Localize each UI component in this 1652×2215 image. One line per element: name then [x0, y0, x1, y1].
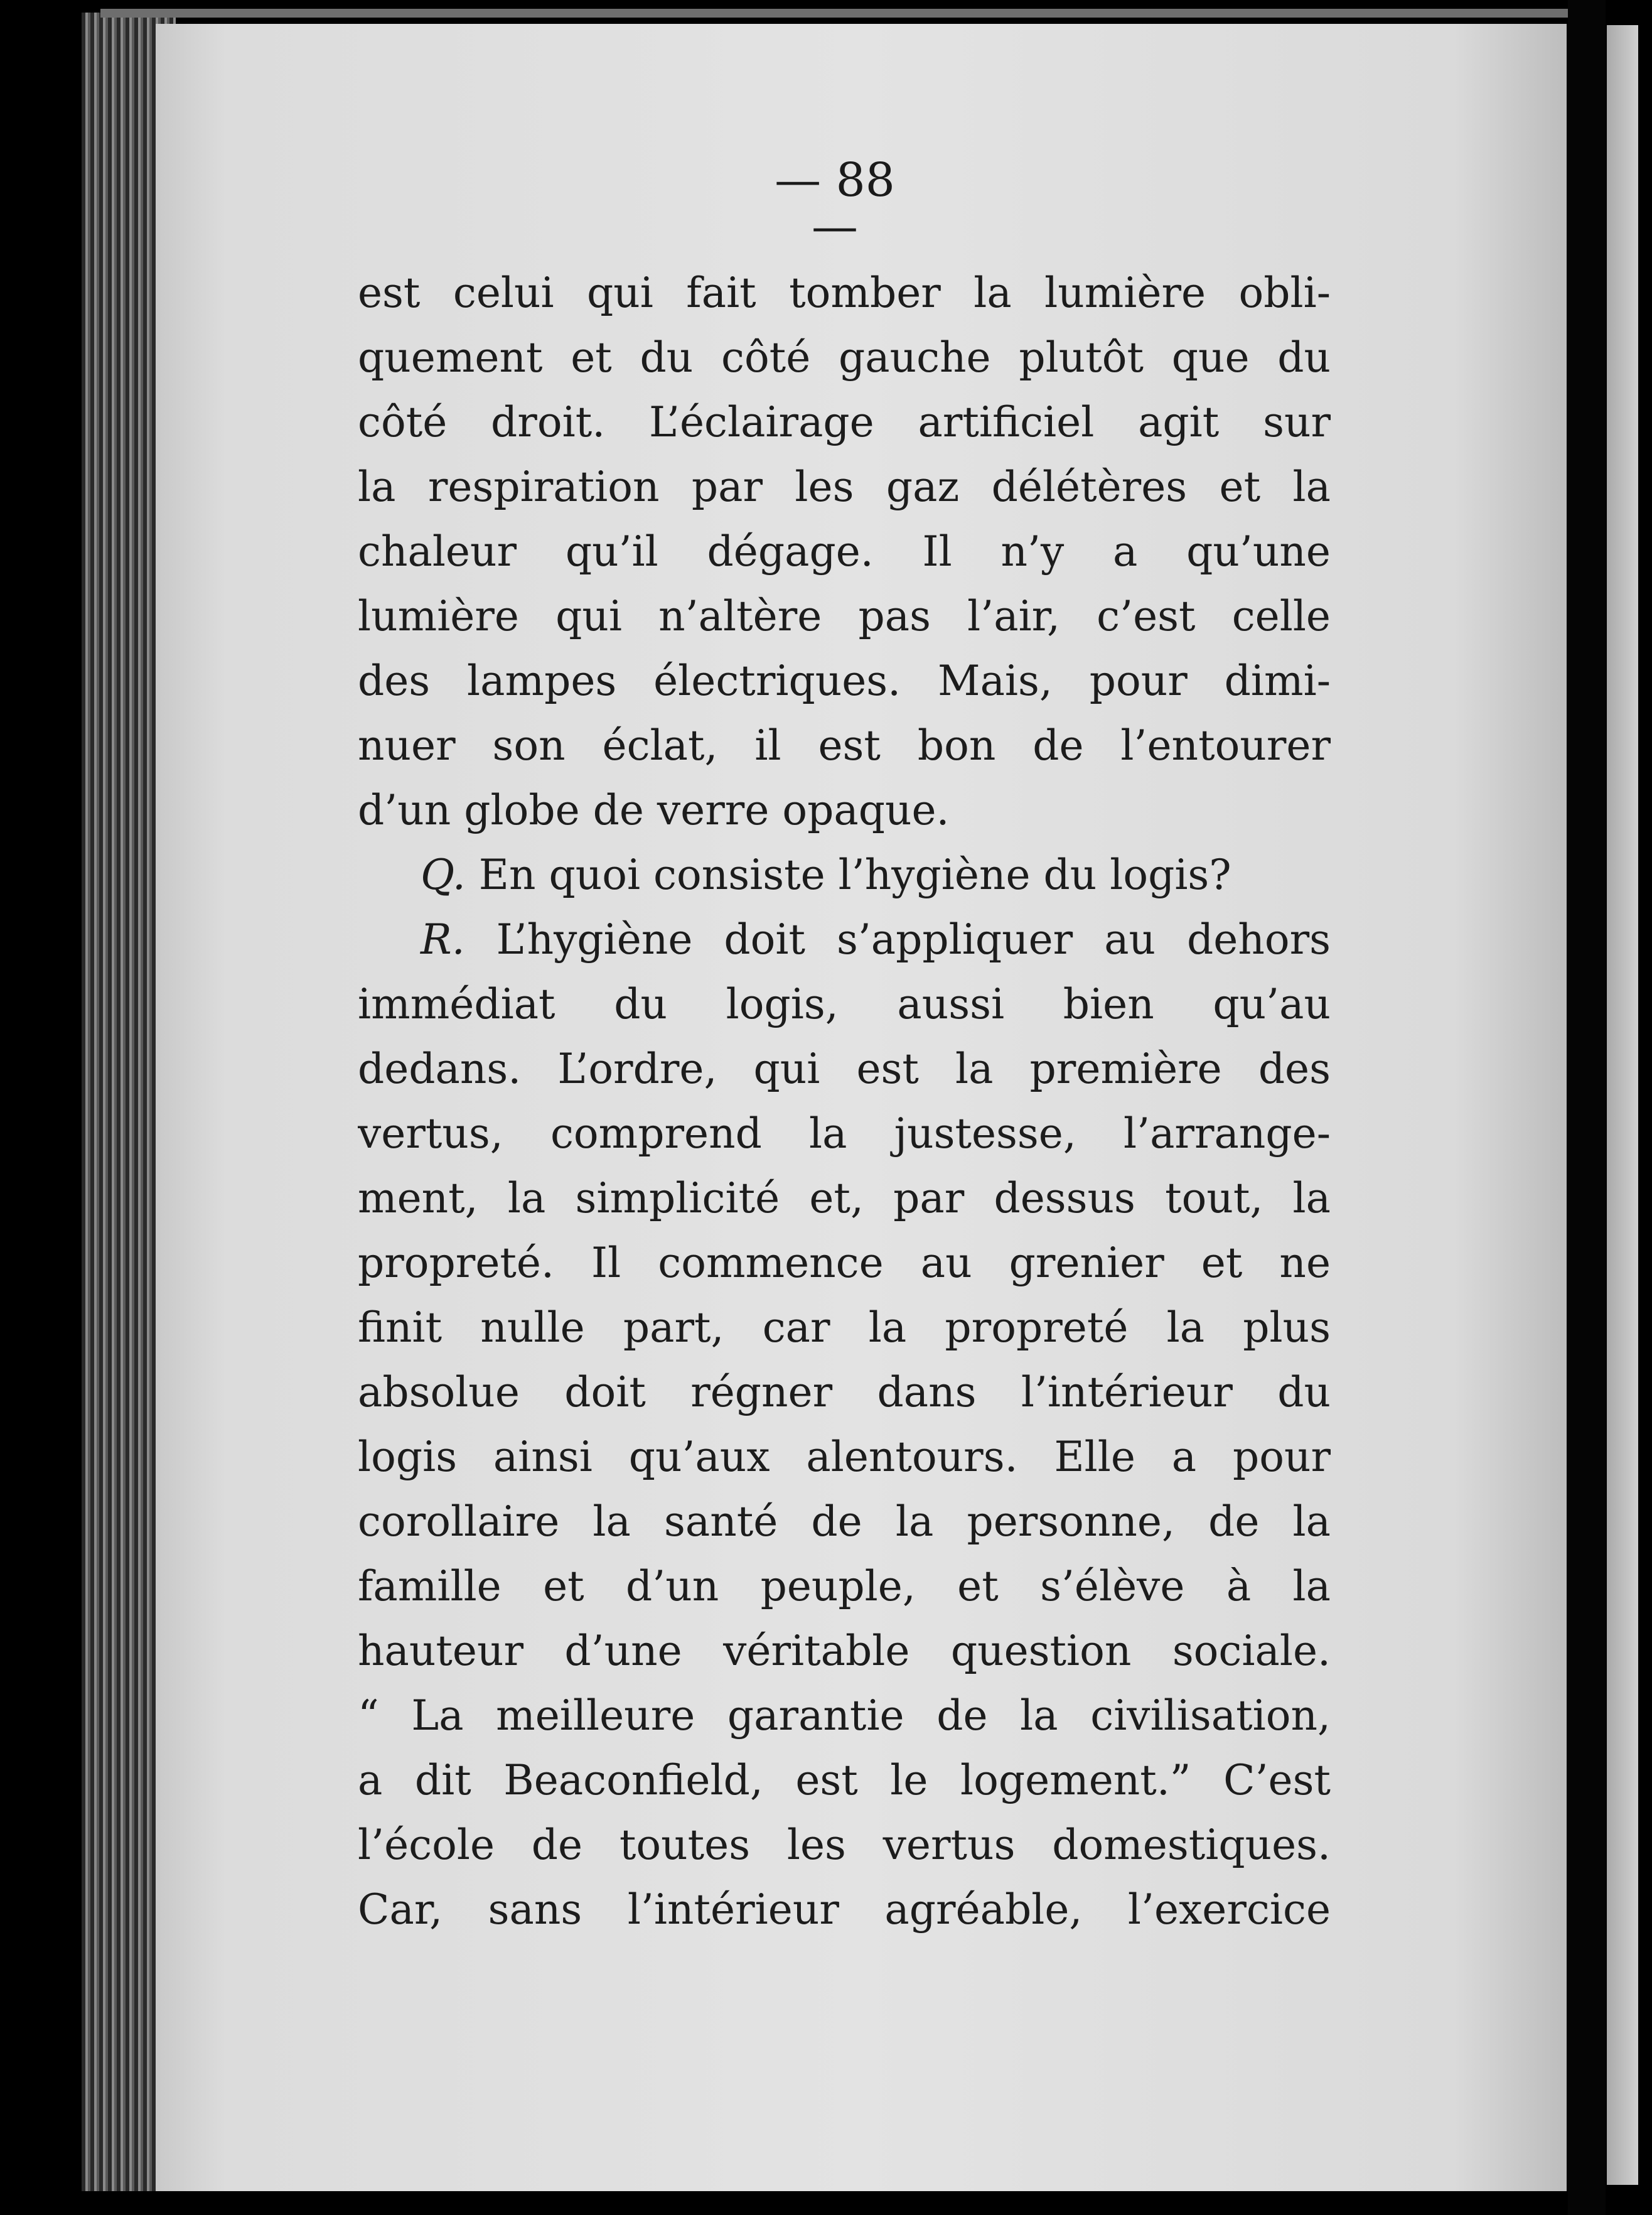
body-text — [358, 261, 1331, 1942]
text-line: d’un globe de verre opaque. — [358, 786, 950, 834]
text-line: a dit Beaconfield, est le logement.” C’est — [358, 1756, 1331, 1804]
answer-line — [358, 907, 1331, 972]
text-line: finit nulle part, car la propreté la plus — [358, 1303, 1331, 1352]
question-label: Q. — [421, 851, 466, 899]
text-line: lumière qui n’altère pas l’air, c’est celle — [358, 592, 1331, 640]
text-line: Car, sans l’intérieur agréable, l’exercice — [358, 1885, 1331, 1934]
text-line: est celui qui fait tomber la lumière obli- — [358, 269, 1331, 317]
text-line: logis ainsi qu’aux alentours. Elle a pour — [358, 1433, 1331, 1481]
text-line: famille et d’un peuple, et s’élève à la — [358, 1562, 1331, 1610]
answer-first-line: L’hygiène doit s’appliquer au dehors — [496, 915, 1331, 964]
text-line: vertus, comprend la justesse, l’arrange- — [358, 1109, 1331, 1158]
question-text: En quoi consiste l’hygiène du logis? — [478, 851, 1231, 899]
text-line: chaleur qu’il dégage. Il n’y a qu’une — [358, 527, 1331, 576]
text-line: nuer son éclat, il est bon de l’entourer — [358, 721, 1331, 770]
facing-page-edge — [1607, 25, 1638, 2185]
text-line: la respiration par les gaz délétères et la — [358, 463, 1331, 511]
text-line: hauteur d’une véritable question sociale. — [358, 1627, 1331, 1675]
answer-label: R. — [421, 915, 465, 964]
text-line: immédiat du logis, aussi bien qu’au — [358, 980, 1331, 1028]
text-line: des lampes électriques. Mais, pour dimi- — [358, 657, 1331, 705]
text-line: corollaire la santé de la personne, de la — [358, 1497, 1331, 1546]
page-top-edge — [100, 9, 1569, 18]
text-line: côté droit. L’éclairage artificiel agit sur — [358, 398, 1331, 446]
text-line: quement et du côté gauche plutôt que du — [358, 333, 1331, 382]
text-line: l’école de toutes les vertus domestiques. — [358, 1821, 1331, 1869]
question-line — [358, 843, 1331, 907]
text-line: ment, la simplicité et, par dessus tout, la — [358, 1174, 1331, 1222]
book-gutter — [1568, 0, 1606, 2215]
text-line: absolue doit régner dans l’intérieur du — [358, 1368, 1331, 1416]
text-line: propreté. Il commence au grenier et ne — [358, 1239, 1331, 1287]
text-line: dedans. L’ordre, qui est la première des — [358, 1045, 1331, 1093]
page-number: — 88 — — [775, 153, 895, 254]
text-line: “ La meilleure garantie de la civilisation, — [358, 1691, 1331, 1740]
